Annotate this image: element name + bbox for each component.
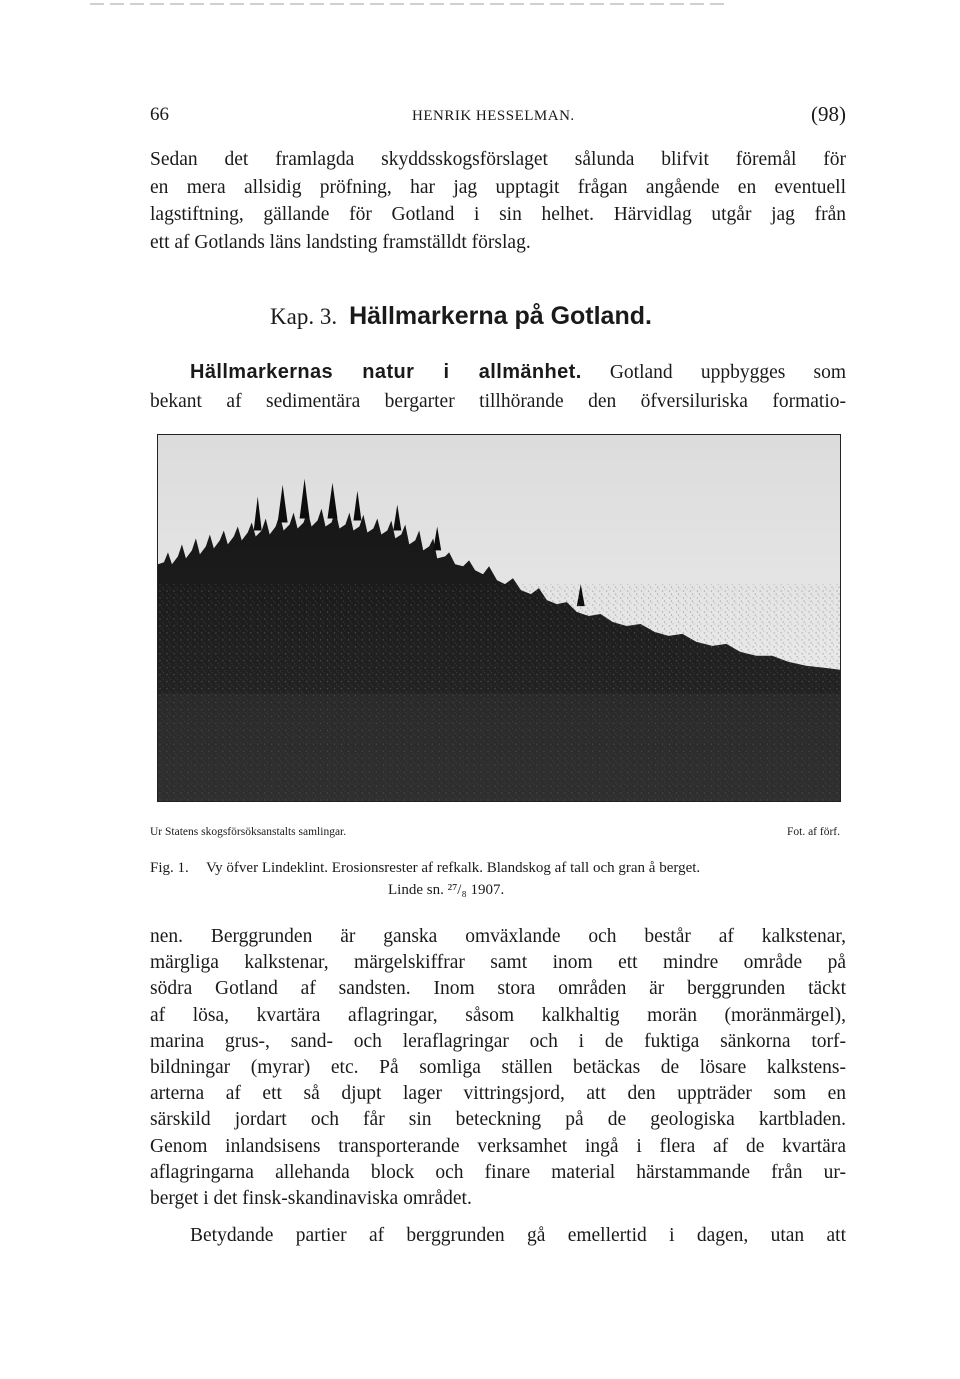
text-line: aflagringarna allehanda block och finare material härstammande från ur- [150, 1161, 846, 1183]
text-line: ett af Gotlands läns landsting framställdt förslag. [150, 231, 531, 253]
figure-label: Fig. 1. [150, 860, 189, 876]
figure-source: Ur Statens skogsförsöksanstalts samlingar. [150, 826, 347, 838]
chapter-title: Hällmarkerna på Gotland. [349, 302, 652, 330]
text-line: bildningar (myrar) etc. På somliga ställen betäckas de lösare kalkstens- [150, 1056, 846, 1078]
section-run-in-heading: Hällmarkernas natur i allmänhet. [190, 361, 582, 383]
text-line: särskild jordart och får sin beteckning på de geologiska kartbladen. [150, 1109, 846, 1131]
figure-caption-text: Vy öfver Lindeklint. Erosionsrester af refkalk. Blandskog af tall och gran å berget. [206, 860, 701, 876]
text-line: Sedan det framlagda skyddsskogsförslaget sålunda blifvit föremål för [150, 149, 846, 170]
text-run: Gotland uppbygges som [609, 362, 846, 383]
text-line: Betydande partier af berggrunden gå emellertid i dagen, utan att [190, 1225, 846, 1246]
text-line: nen. Berggrunden är ganska omväxlande och består af kalkstenar, [150, 926, 846, 947]
text-line: södra Gotland af sandsten. Inom stora områden är berggrunden täckt [150, 978, 846, 1000]
paragraph-2 [150, 358, 846, 416]
paragraph-4 [150, 1222, 846, 1249]
page-number: 66 [150, 104, 169, 125]
page-reference: (98) [811, 102, 846, 126]
text-line: lagstiftning, gällande för Gotland i sin helhet. Härvidlag utgår jag från [150, 204, 846, 225]
figure-caption-line-2: Linde sn. ²⁷/₈ 1907. [388, 882, 505, 898]
text-line: bekant af sedimentära bergarter tillhörande den öfversiluriska formatio- [150, 391, 846, 412]
running-title: HENRIK HESSELMAN. [412, 108, 575, 124]
landscape-photo [157, 434, 841, 802]
paragraph-1 [150, 146, 846, 256]
paragraph-3 [150, 924, 846, 1212]
scan-artifact [90, 3, 730, 5]
text-line: arterna af ett så djupt lager vittringsjord, att den uppträder som en [150, 1083, 846, 1105]
page-header [150, 100, 846, 140]
chapter-number: Kap. 3. [270, 304, 338, 329]
text-line: märgliga kalkstenar, märgelskiffrar samt inom ett mindre område på [150, 952, 846, 974]
text-line [150, 358, 846, 387]
text-line: Genom inlandsisens transporterande verksamhet ingå i flera af de kvartära [150, 1135, 846, 1157]
text-line: berget i det finsk-skandinaviska området. [150, 1187, 472, 1209]
figure-photographer: Fot. af förf. [786, 826, 840, 838]
landscape-photo-image [158, 435, 840, 801]
text-line: af lösa, kvartära aflagringar, såsom kalkhaltig morän (moränmärgel), [150, 1004, 846, 1026]
text-line: en mera allsidig pröfning, har jag upptagit frågan angående en eventuell [150, 176, 846, 198]
text-line: marina grus-, sand- och leraflagringar och i de fuktiga sänkorna torf- [150, 1030, 846, 1052]
chapter-heading [270, 302, 652, 331]
